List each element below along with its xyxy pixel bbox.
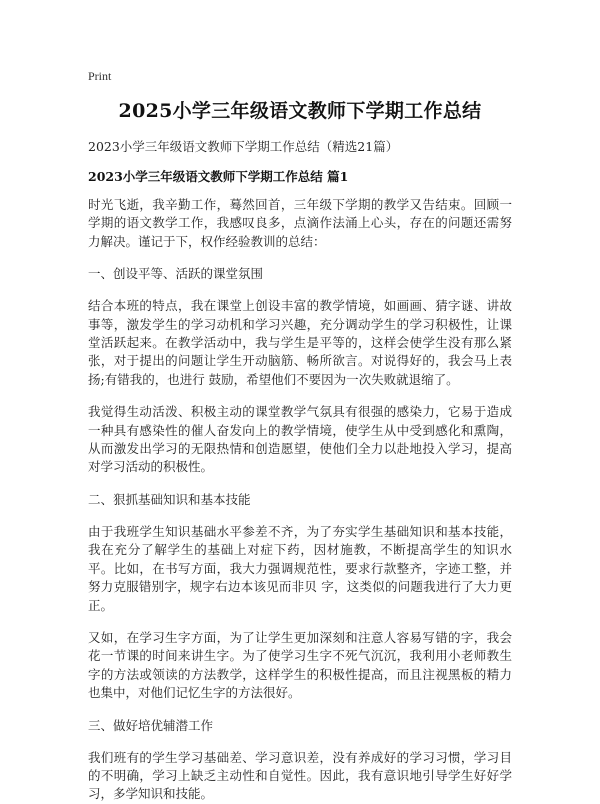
document-title: 2025小学三年级语文教师下学期工作总结 <box>118 100 482 122</box>
item-heading: 一、创设平等、活跃的课堂氛围 <box>88 266 264 282</box>
item-heading: 二、狠抓基础知识和基本技能 <box>88 491 251 507</box>
paragraph: 我觉得生动活泼、积极主动的课堂教学气氛具有很强的感染力，它易于造成一种具有感染性的催人奋发向上的教学情境，使学生从中受到感化和熏陶，从而激发出学习的无限热情和创造愿望，使他们全力以赴地投入学习，提高对学习活动的积极性。 <box>88 404 512 475</box>
document-subtitle: 2023小学三年级语文教师下学期工作总结（精选21篇） <box>88 139 399 154</box>
paragraph: 时光飞逝，我辛勤工作，蓦然回首，三年级下学期的教学又告结束。回顾一学期的语文教学工作，我感叹良多，点滴作法涌上心头，存在的问题还需努力解决。谨记于下，权作经验教训的总结： <box>88 197 512 249</box>
paragraph: 结合本班的特点，我在课堂上创设丰富的教学情境，如画画、猜字谜、讲故事等，激发学生的学习动机和学习兴趣，充分调动学生的学习积极性，让课堂活跃起来。在教学活动中，我与学生是平等的，这样会使学生没有那么紧张，对于提出的问题让学生开动脑筋、畅所欲言。对说得好的，我会马上表扬;有错我的，也进行 鼓励，希望他们不要因为一次失败就退缩了。 <box>88 298 512 387</box>
paragraph: 又如，在学习生字方面，为了让学生更加深刻和注意人容易写错的字，我会花一节课的时间来讲生字。为了使学习生字不死气沉沉，我利用小老师教生字的方法或领读的方法教学，这样学生的积极性提高，而且注视黑板的精力也集中，对他们记忆生字的方法很好。 <box>88 629 512 701</box>
item-heading: 三、做好培优辅潜工作 <box>88 717 214 733</box>
paragraph: 由于我班学生知识基础水平参差不齐，为了夯实学生基础知识和基本技能，我在充分了解学生的基础上对症下药，因材施教，不断提高学生的知识水平。比如，在书写方面，我大力强调规范性，要求行款整齐，字迹工整，并努力克服错别字，规字右边本该见而非贝 字，这类似的问题我进行了大力更正。 <box>88 523 512 613</box>
print-link[interactable]: Print <box>88 69 112 83</box>
section-heading: 2023小学三年级语文教师下学期工作总结 篇1 <box>88 169 349 184</box>
paragraph: 我们班有的学生学习基础差、学习意识差，没有养成好的学习习惯，学习目的不明确，学习上缺乏主动性和自觉性。因此，我有意识地引导学生好好学习，多学知识和技能。 <box>88 749 512 802</box>
